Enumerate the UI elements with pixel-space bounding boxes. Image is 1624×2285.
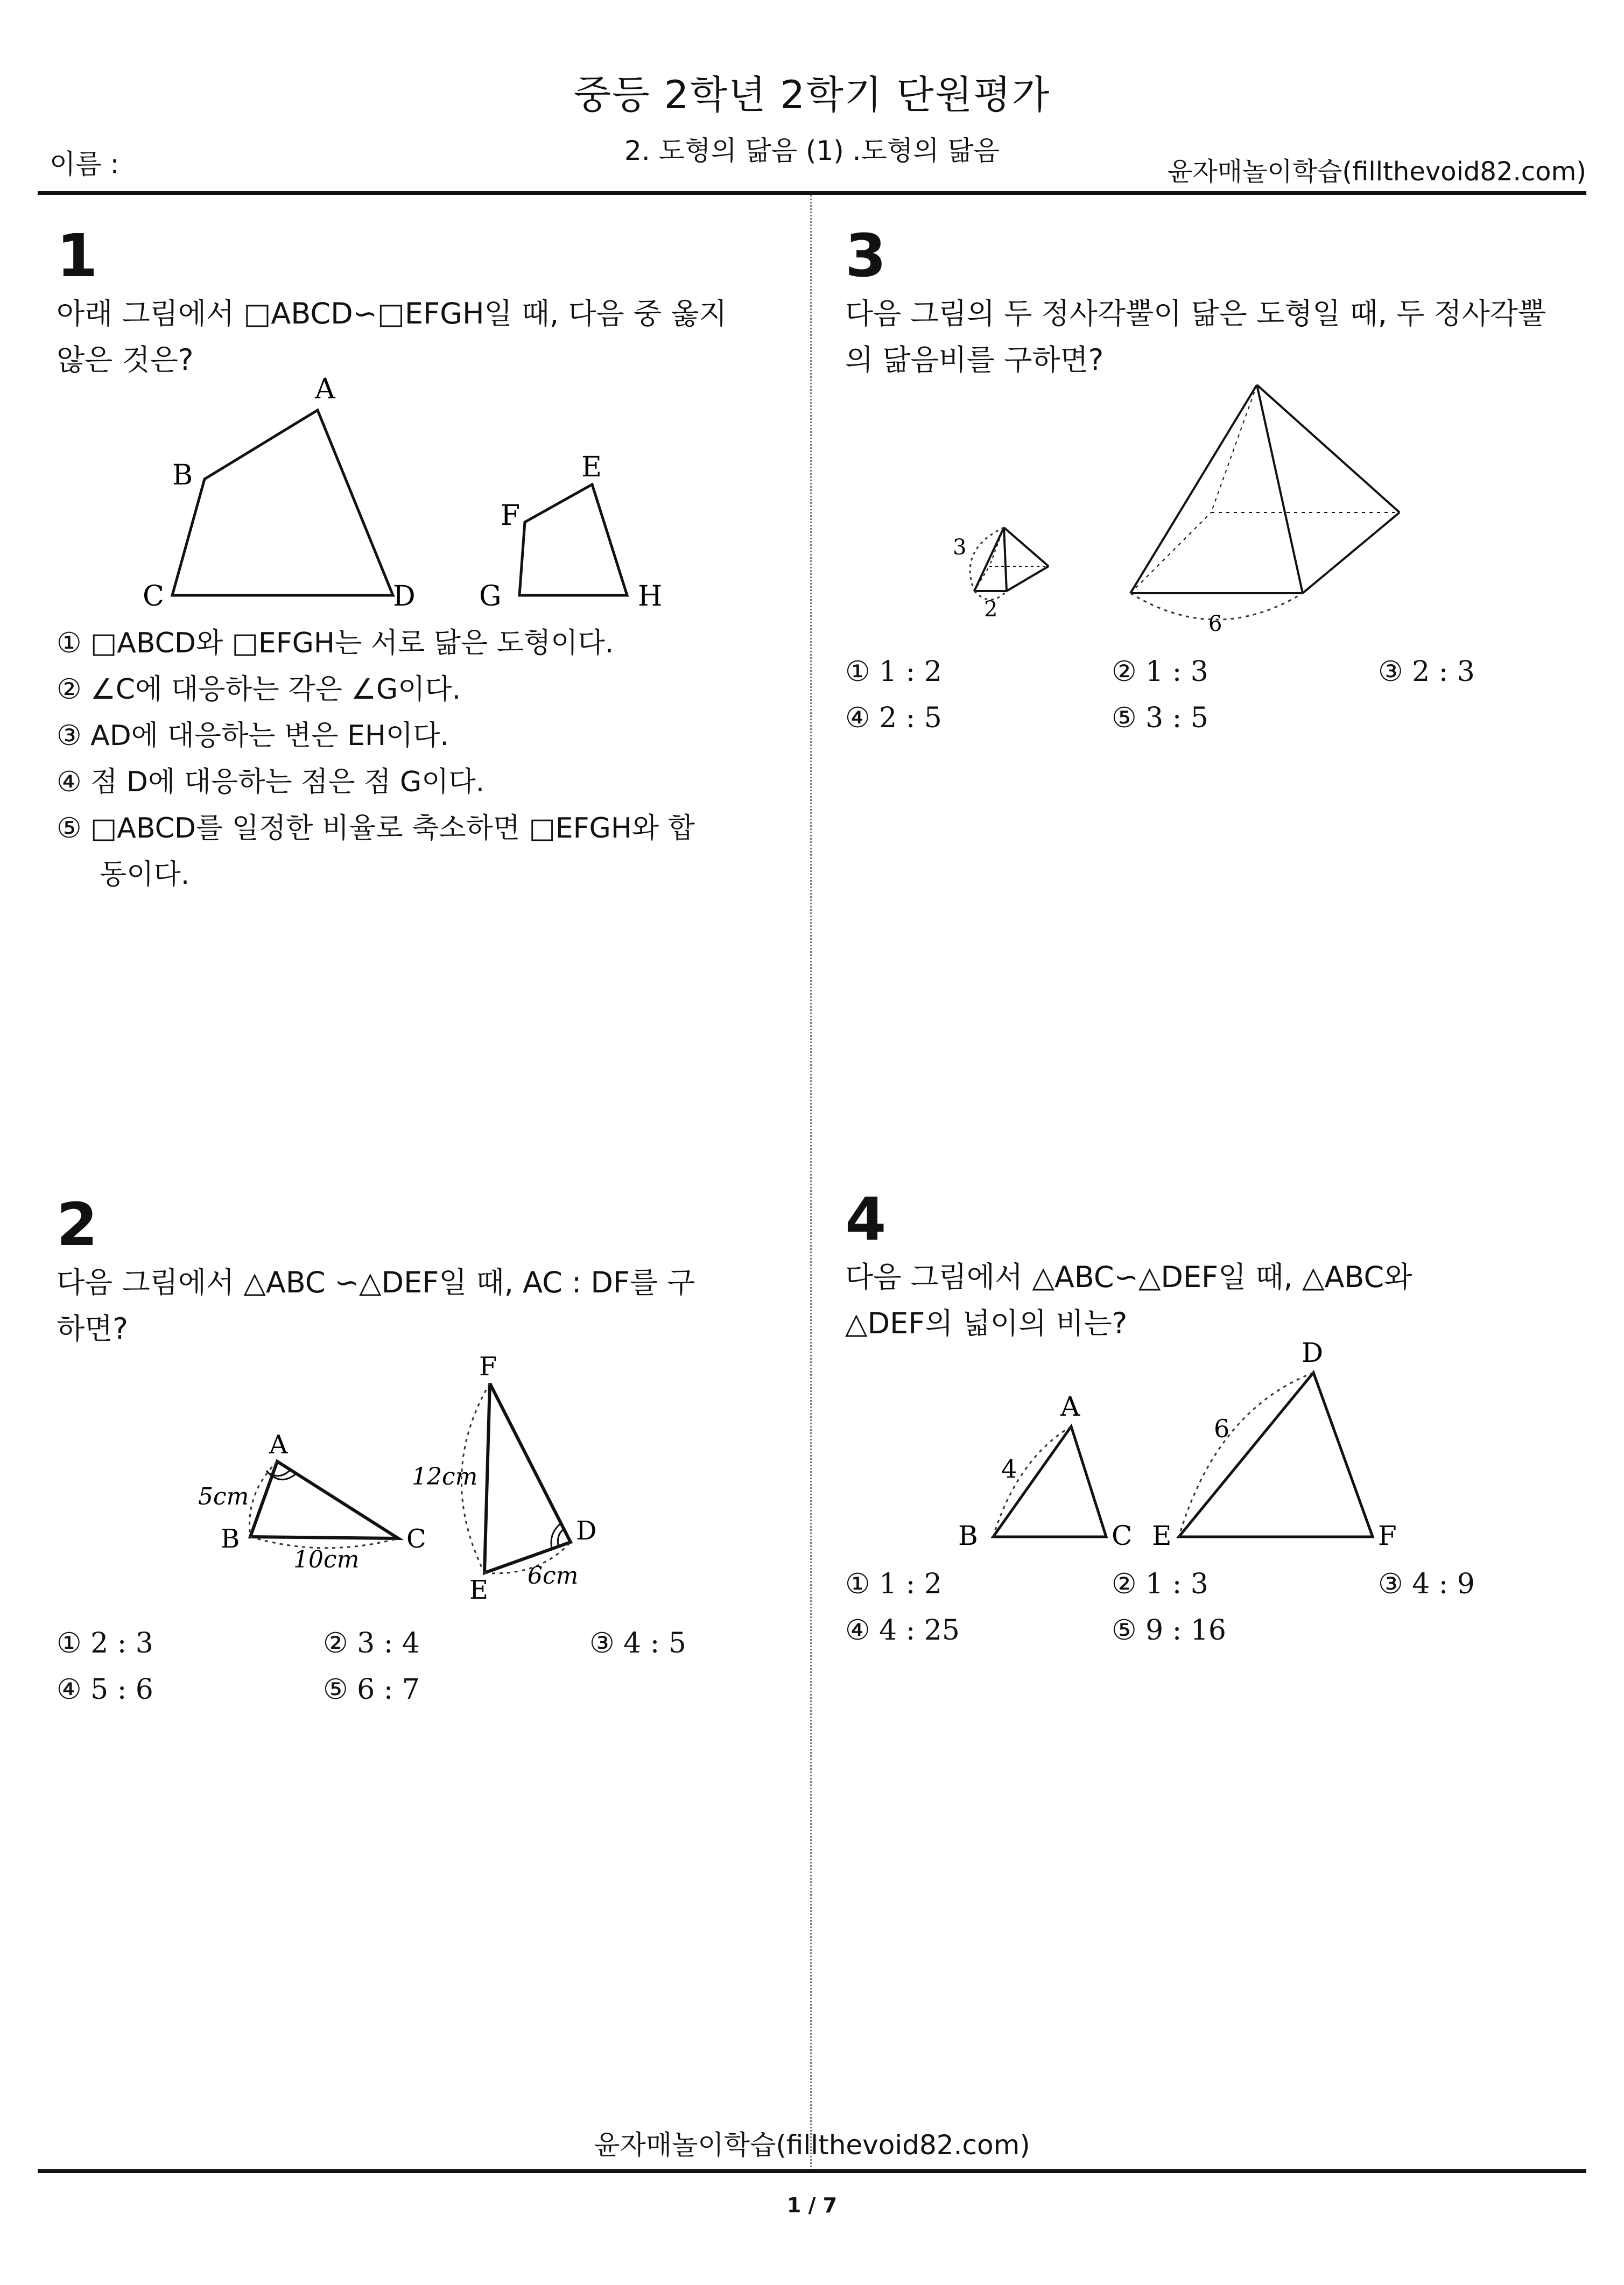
- label-b: B: [172, 459, 193, 491]
- footer-rule: [38, 2169, 1586, 2173]
- q3-option-4[interactable]: ④ 2 : 5: [845, 702, 942, 734]
- question-number: 4: [845, 1185, 887, 1254]
- question-number: 2: [57, 1190, 98, 1259]
- label-g: G: [479, 580, 502, 613]
- question-4: [845, 1185, 1572, 1347]
- q2-option-4[interactable]: ④ 5 : 6: [57, 1674, 153, 1706]
- length-small-edge: 3: [953, 535, 967, 560]
- triangle-abc: [250, 1461, 398, 1538]
- q4-option-4[interactable]: ④ 4 : 25: [845, 1614, 960, 1647]
- q1-figure: [135, 377, 700, 614]
- label-f: F: [1378, 1520, 1397, 1551]
- quadrilateral-efgh: [519, 484, 627, 595]
- label-b: B: [221, 1524, 240, 1554]
- option-3[interactable]: ③ AD에 대응하는 변은 EH이다.: [57, 720, 449, 752]
- length-bc: 10cm: [293, 1546, 360, 1573]
- label-c: C: [143, 580, 164, 613]
- length-ab: 4: [1001, 1454, 1017, 1484]
- question-1: [57, 221, 756, 383]
- option-2[interactable]: ② ∠C에 대응하는 각은 ∠G이다.: [57, 673, 461, 706]
- label-d: D: [576, 1516, 597, 1546]
- question-number: 1: [57, 221, 98, 290]
- q4-option-3[interactable]: ③ 4 : 9: [1378, 1568, 1475, 1600]
- label-b: B: [958, 1520, 978, 1551]
- label-d: D: [1302, 1337, 1324, 1368]
- q2-option-1[interactable]: ① 2 : 3: [57, 1627, 153, 1660]
- q3-option-2[interactable]: ② 1 : 3: [1112, 656, 1208, 688]
- label-e: E: [581, 451, 602, 483]
- question-2: [57, 1190, 756, 1352]
- label-d: D: [393, 580, 416, 613]
- q2-option-2[interactable]: ② 3 : 4: [323, 1627, 420, 1660]
- page-title: 중등 2학년 2학기 단원평가: [573, 72, 1051, 117]
- q2-option-5[interactable]: ⑤ 6 : 7: [323, 1674, 420, 1706]
- q2-figure: [188, 1346, 646, 1615]
- label-f: F: [479, 1352, 497, 1382]
- length-small-base: 2: [984, 597, 998, 622]
- length-ab: 5cm: [198, 1483, 249, 1510]
- small-pyramid: [970, 528, 1049, 600]
- option-1[interactable]: ① □ABCD와 □EFGH는 서로 닮은 도형이다.: [57, 627, 614, 659]
- q4-option-1[interactable]: ① 1 : 2: [845, 1568, 942, 1600]
- label-c: C: [406, 1524, 426, 1554]
- header-site: 윤자매놀이학습(fillthevoid82.com): [1167, 157, 1586, 187]
- option-4[interactable]: ④ 점 D에 대응하는 점은 점 G이다.: [57, 766, 485, 798]
- label-e: E: [1152, 1520, 1172, 1551]
- footer-site: 윤자매놀이학습(fillthevoid82.com): [594, 2129, 1030, 2161]
- q1-options: [57, 620, 695, 898]
- length-de: 6cm: [528, 1562, 579, 1590]
- triangle-def: [1179, 1373, 1373, 1537]
- label-h: H: [638, 580, 663, 613]
- label-f: F: [501, 500, 521, 532]
- header-rule: [38, 191, 1586, 195]
- large-pyramid: [1130, 385, 1400, 620]
- length-ef: 12cm: [412, 1463, 478, 1490]
- q3-figure: [926, 371, 1453, 651]
- length-de: 6: [1214, 1414, 1230, 1443]
- question-text: 다음 그림의 두 정사각뿔이 닮은 도형일 때, 두 정사각뿔 의 닮음비를 구하면?: [845, 297, 1546, 377]
- q4-option-5[interactable]: ⑤ 9 : 16: [1112, 1614, 1226, 1647]
- label-e: E: [469, 1575, 489, 1605]
- question-text: 다음 그림에서 △ABC ∽△DEF일 때, AC : DF를 구 하면?: [57, 1265, 695, 1346]
- question-text: 아래 그림에서 □ABCD∽□EFGH일 때, 다음 중 옳지 않은 것은?: [57, 297, 727, 377]
- option-5-continued: 동이다.: [100, 859, 190, 891]
- page-number: 1 / 7: [786, 2193, 838, 2217]
- name-label: 이름 :: [50, 149, 119, 180]
- column-divider: [810, 195, 812, 2170]
- label-a: A: [269, 1430, 288, 1460]
- option-5[interactable]: ⑤ □ABCD를 일정한 비율로 축소하면 □EFGH와 합: [57, 812, 695, 845]
- q3-option-1[interactable]: ① 1 : 2: [845, 656, 942, 688]
- label-a: A: [1060, 1391, 1080, 1422]
- label-a: A: [315, 377, 335, 405]
- question-3: [845, 221, 1572, 383]
- page-subtitle: 2. 도형의 닮음 (1) .도형의 닮음: [624, 135, 1000, 166]
- q3-option-3[interactable]: ③ 2 : 3: [1378, 656, 1475, 688]
- quadrilateral-abcd: [172, 410, 393, 595]
- q4-option-2[interactable]: ② 1 : 3: [1112, 1568, 1208, 1600]
- question-text: 다음 그림에서 △ABC∽△DEF일 때, △ABC와 △DEF의 넓이의 비는?: [845, 1260, 1412, 1340]
- q2-option-3[interactable]: ③ 4 : 5: [589, 1627, 686, 1660]
- question-number: 3: [845, 221, 887, 290]
- label-c: C: [1112, 1520, 1133, 1551]
- q4-figure: [937, 1330, 1421, 1566]
- length-large-base: 6: [1208, 611, 1222, 636]
- q3-option-5[interactable]: ⑤ 3 : 5: [1112, 702, 1208, 734]
